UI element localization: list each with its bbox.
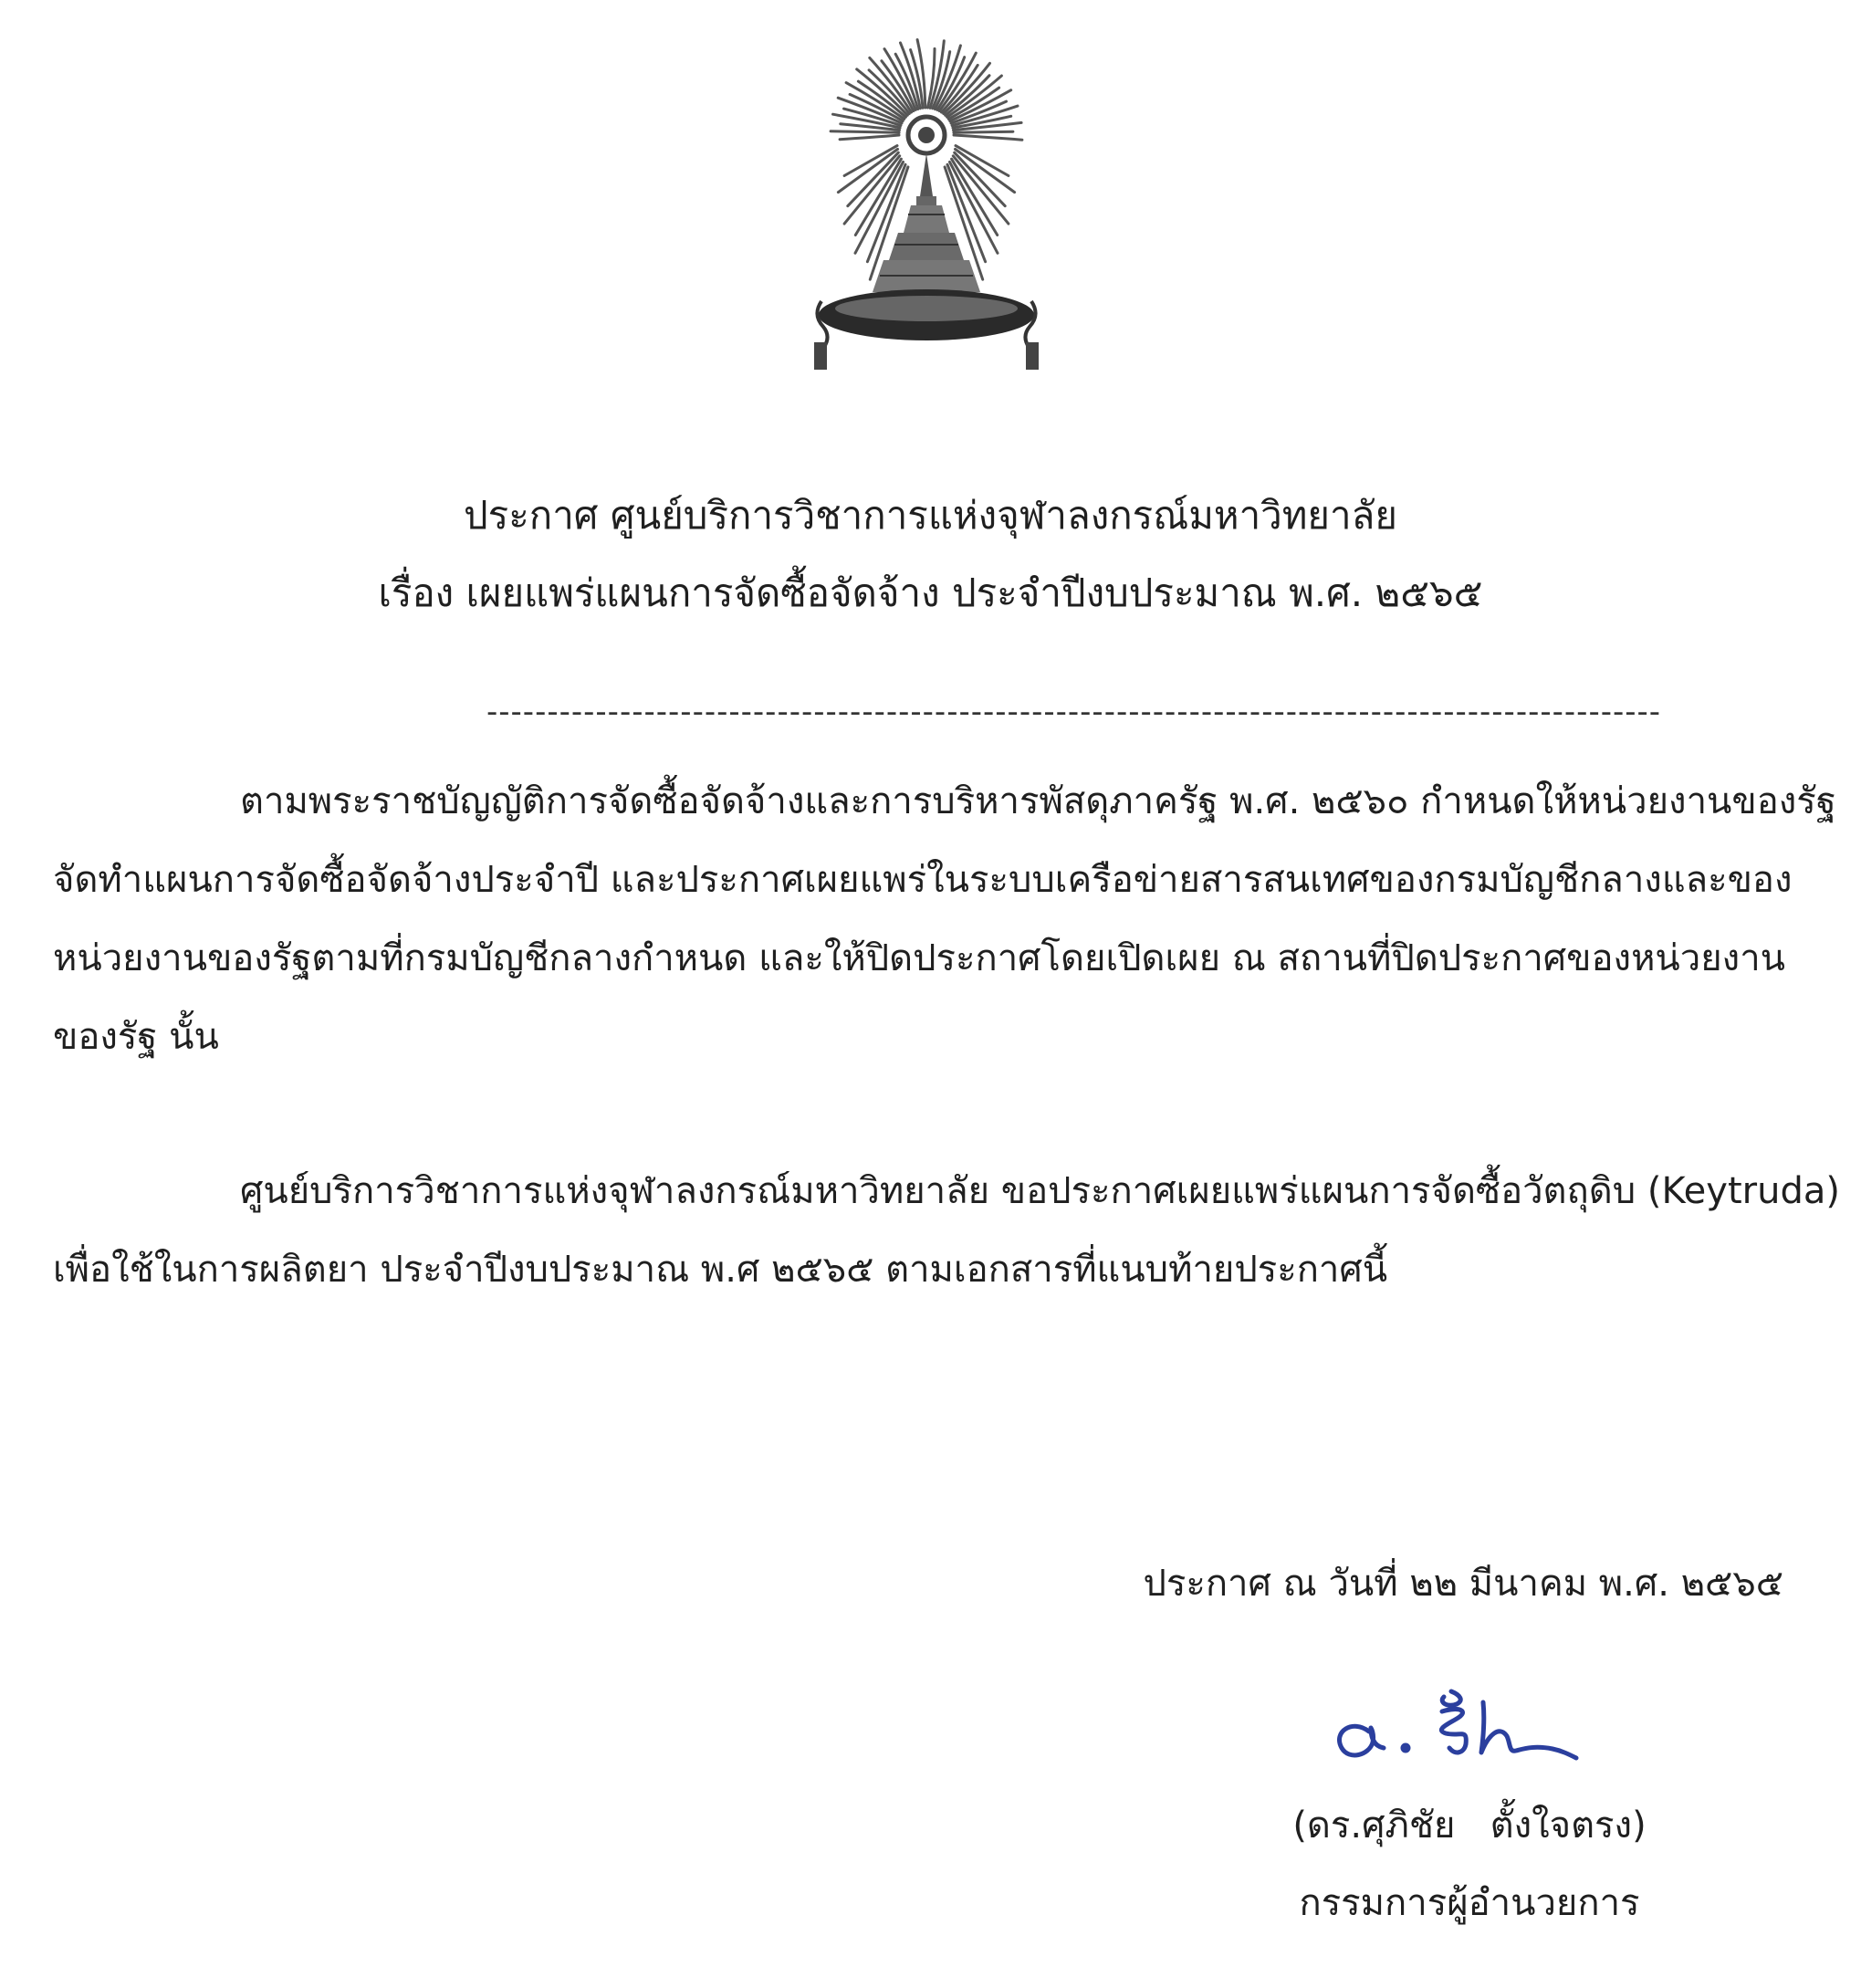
paragraph-line: เพื่อใช้ในการผลิตยา ประจำปีงบประมาณ พ.ศ ๒๕๖๕ ตามเอกสารที่แนบท้ายประกาศนี้: [53, 1249, 1388, 1291]
paragraph-line: ศูนย์บริการวิชาการแห่งจุฬาลงกรณ์มหาวิทยาลัย ขอประกาศเผยแพร่แผนการจัดซื้อวัตถุดิบ (Keytruda): [240, 1170, 1840, 1212]
dashed-divider: -------------------------------------------------------------------------------------------------: [486, 694, 1662, 730]
paragraph-line: ตามพระราชบัญญัติการจัดซื้อจัดจ้างและการบริหารพัสดุภาครัฐ พ.ศ. ๒๕๖๐ กำหนดให้หน่วยงานของรัฐ: [240, 780, 1836, 822]
phra-kiao-emblem-icon: [803, 37, 1050, 383]
paragraph-line: จัดทำแผนการจัดซื้อจัดจ้างประจำปี และประกาศเผยแพร่ในระบบเครือข่ายสารสนเทศของกรมบัญชีกลางและของ: [53, 859, 1793, 901]
signer-title: กรรมการผู้อำนวยการ: [1299, 1882, 1640, 1924]
paragraph-announcement: [53, 1152, 1840, 1309]
handwritten-signature-icon: [1323, 1675, 1615, 1775]
signer-name: (ดร.ศุภิชัย ตั้งใจตรง): [1292, 1805, 1647, 1847]
announcement-subject-line: เรื่อง เผยแพร่แผนการจัดซื้อจัดจ้าง ประจำปีงบประมาณ พ.ศ. ๒๕๖๕: [378, 570, 1483, 615]
announcement-heading-line-1: ประกาศ ศูนย์บริการวิชาการแห่งจุฬาลงกรณ์มหาวิทยาลัย: [464, 493, 1397, 538]
announcement-date: ประกาศ ณ วันที่ ๒๒ มีนาคม พ.ศ. ๒๕๖๕: [1143, 1563, 1783, 1605]
paragraph-legal-basis: [53, 762, 1836, 1076]
paragraph-line: หน่วยงานของรัฐตามที่กรมบัญชีกลางกำหนด และให้ปิดประกาศโดยเปิดเผย ณ สถานที่ปิดประกาศของหน่วยงาน: [53, 937, 1786, 979]
paragraph-line: ของรัฐ นั้น: [53, 1016, 219, 1058]
